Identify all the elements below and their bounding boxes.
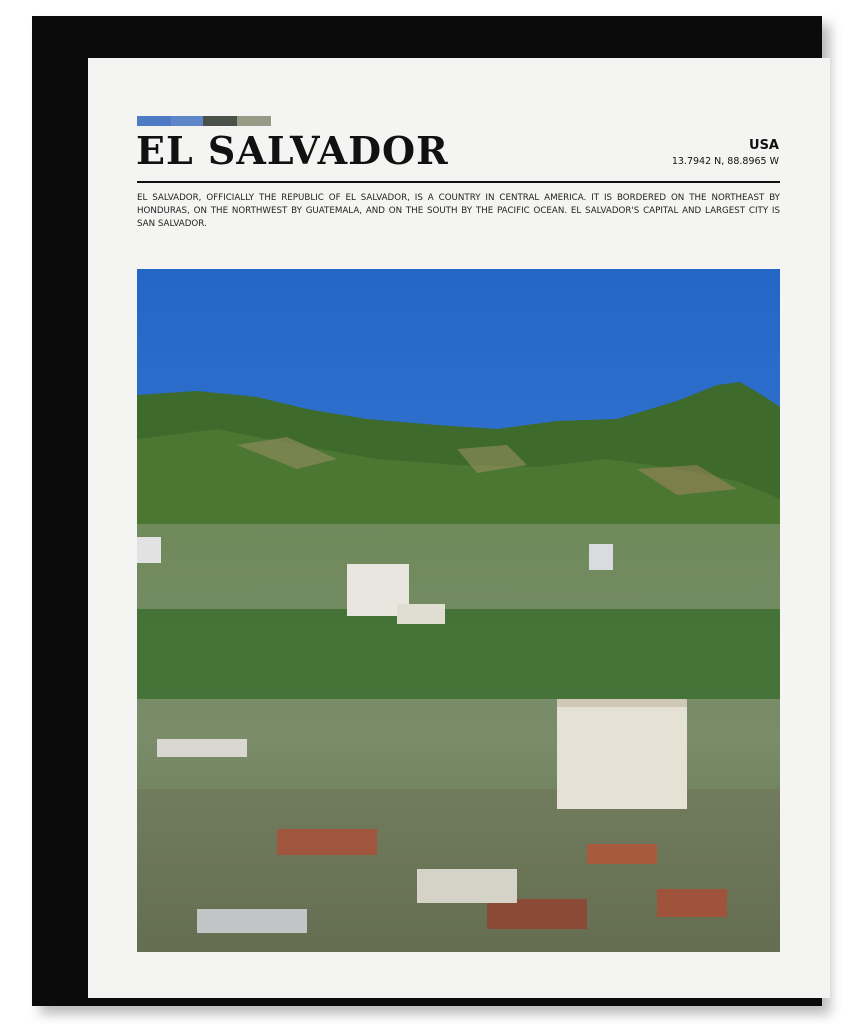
poster: [88, 58, 830, 998]
coordinates-label: 13.7942 N, 88.8965 W: [671, 156, 779, 167]
poster-description: EL SALVADOR, OFFICIALLY THE REPUBLIC OF EL SALVADOR, IS A COUNTRY IN CENTRAL AMERICA. IT IS BORDERED ON THE NORTHEAST BY HONDURAS, ON THE NORTHWEST BY GUATEMALA, AND ON THE SOUTH BY THE PACIFIC OCEAN. EL SALVADOR'S CAPITAL AND LARGEST CITY IS SAN SALVADOR.: [137, 193, 780, 229]
palette-swatch: [171, 116, 203, 126]
country-label: USA: [749, 138, 779, 153]
palette-swatch: [137, 116, 171, 126]
poster-mat: [88, 58, 830, 998]
picture-frame: [32, 16, 822, 1006]
title-divider: [137, 181, 780, 183]
city-photograph: [137, 269, 780, 952]
color-palette-strip: [137, 116, 271, 126]
poster-title: EL SALVADOR: [136, 128, 449, 173]
palette-swatch: [203, 116, 237, 126]
palette-swatch: [237, 116, 271, 126]
